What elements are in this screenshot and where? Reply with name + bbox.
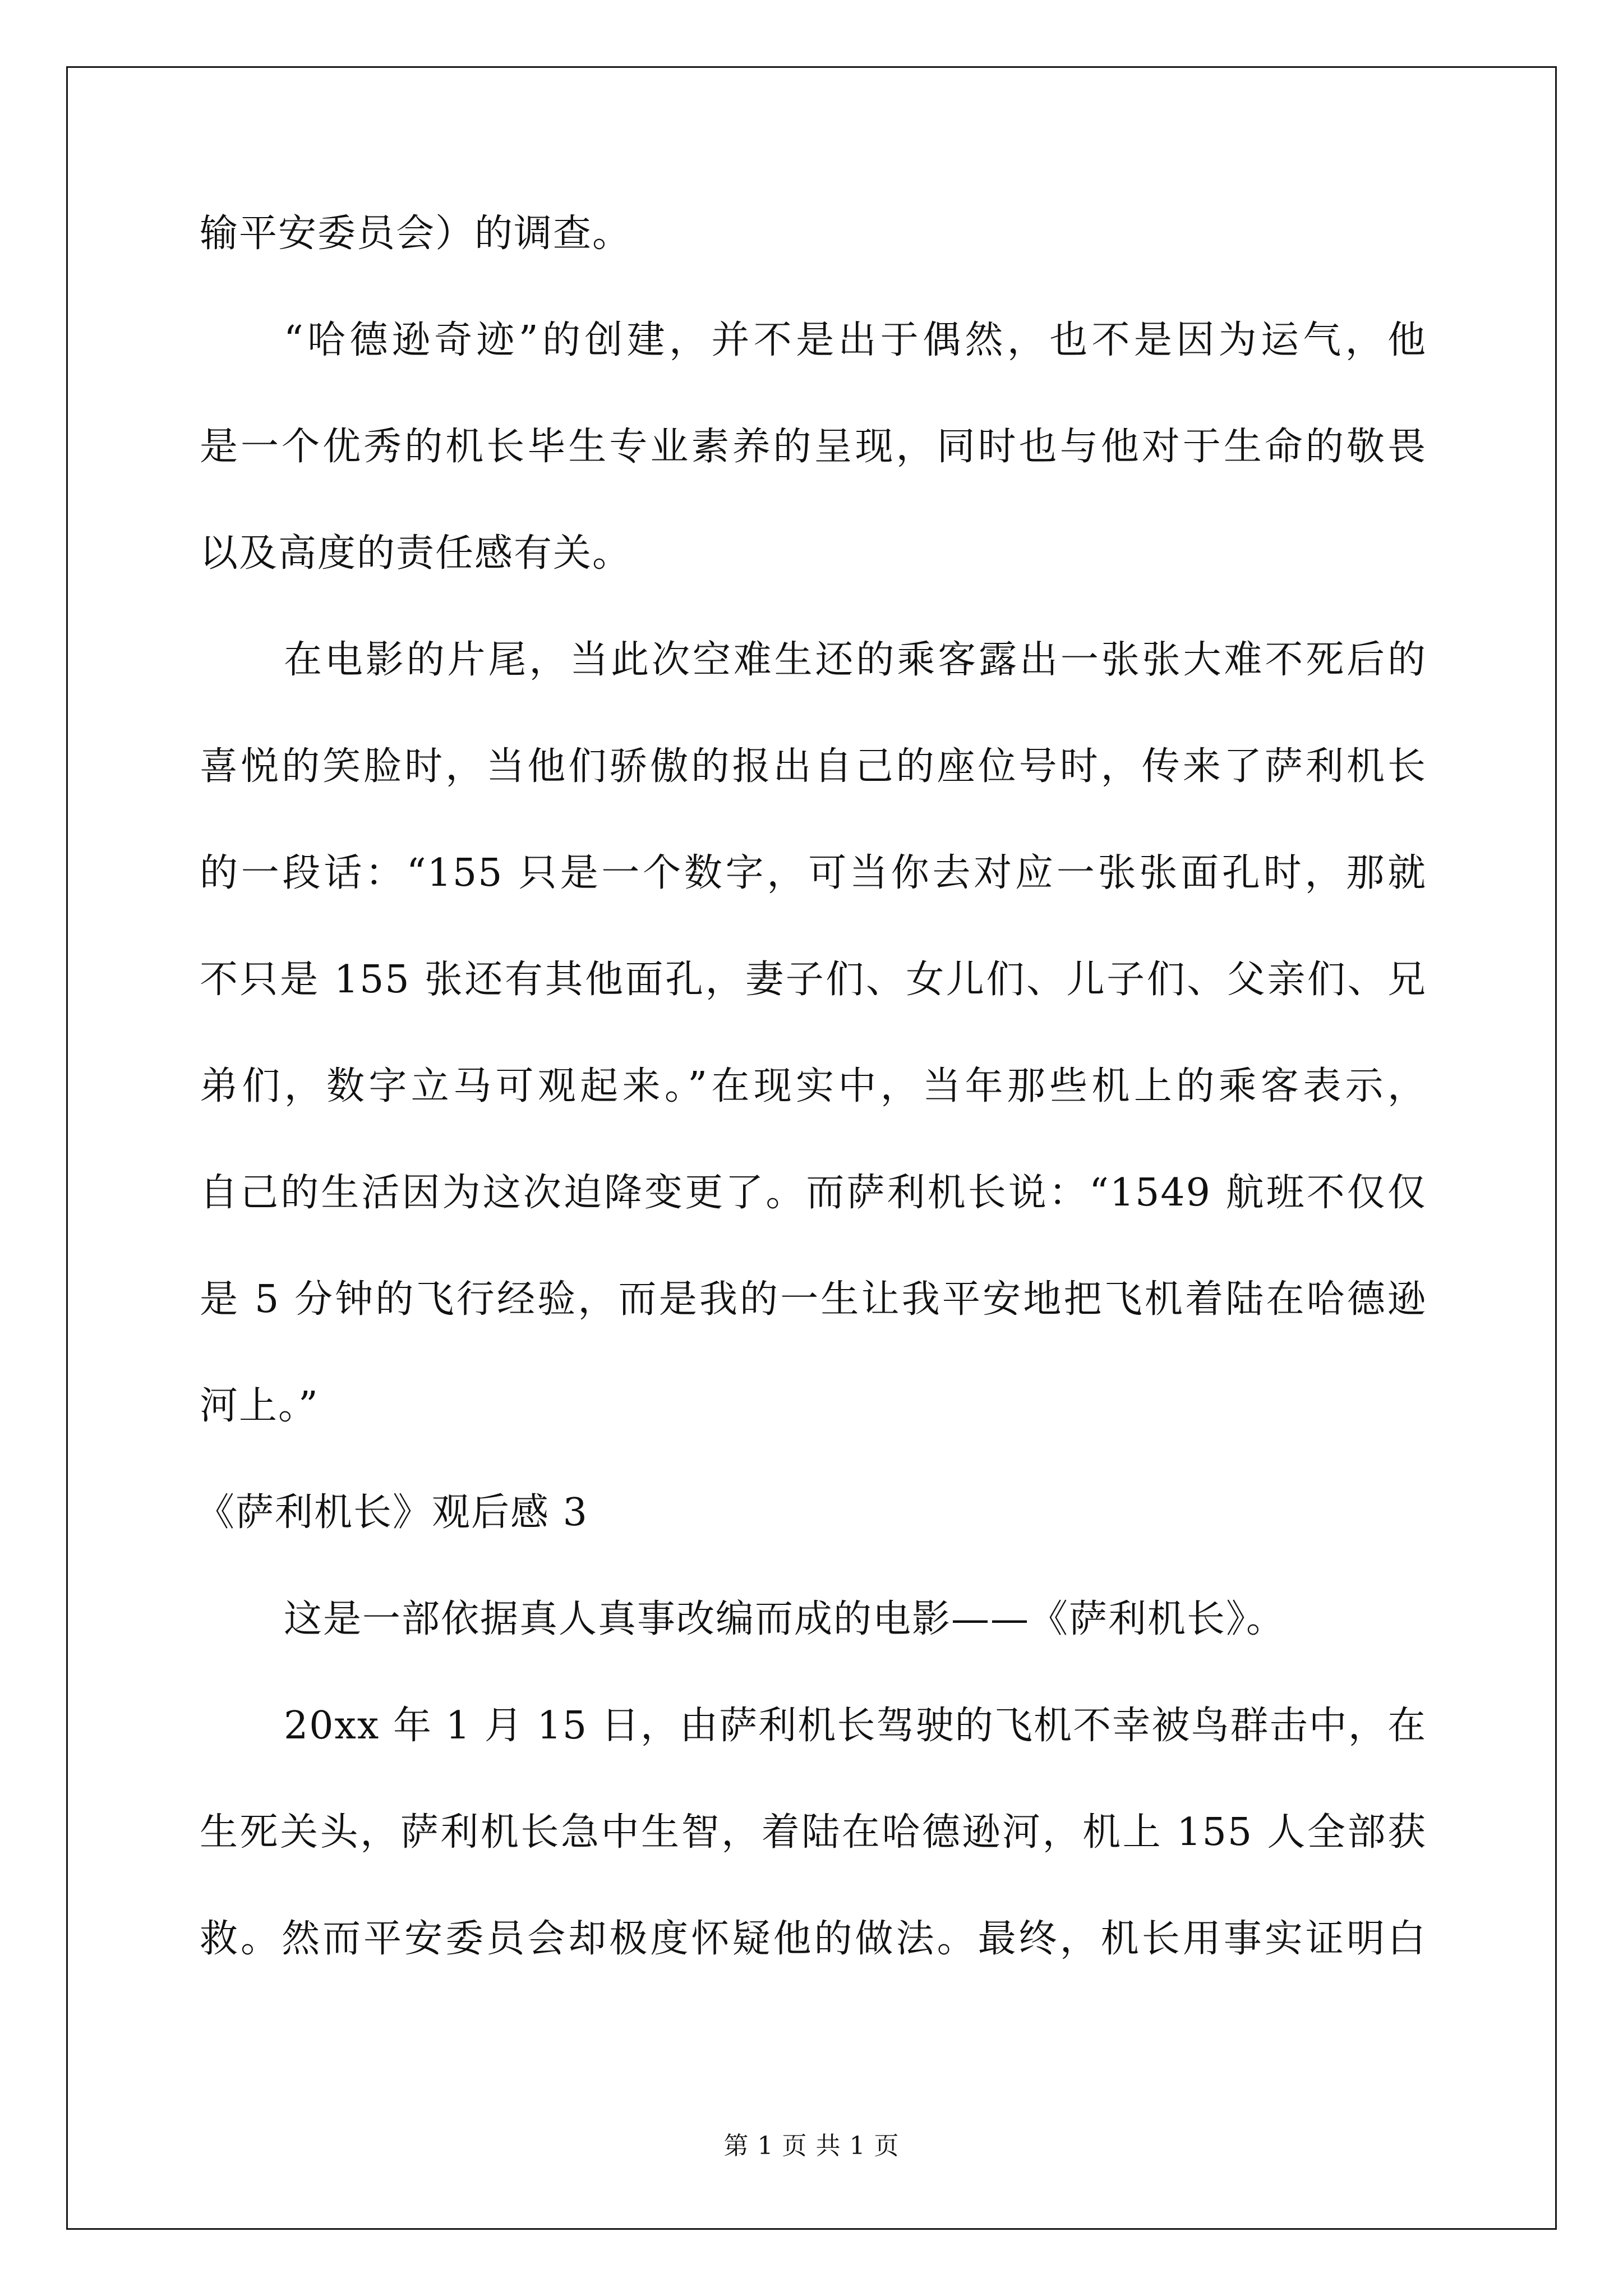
text-line: 20xx 年 1 月 15 日，由萨利机长驾驶的飞机不幸被鸟群击中，在	[284, 1704, 1427, 1748]
text-line: 的一段话：“155 只是一个数字，可当你去对应一张张面孔时，那就	[200, 851, 1427, 895]
paragraph	[200, 1700, 1427, 1966]
text-line: 是一个优秀的机长毕生专业素养的呈现，同时也与他对于生命的敬畏	[200, 425, 1427, 469]
text-line: 弟们，数字立马可观起来。”在现实中，当年那些机上的乘客表示，	[200, 1064, 1427, 1108]
text-line: 喜悦的笑脸时，当他们骄傲的报出自己的座位号时，传来了萨利机长	[200, 744, 1427, 789]
section-heading: 《萨利机长》观后感 3	[196, 1490, 588, 1535]
text-line: “哈德逊奇迹”的创建，并不是出于偶然，也不是因为运气，他	[284, 318, 1427, 362]
text-line: 救。然而平安委员会却极度怀疑他的做法。最终，机长用事实证明白	[200, 1917, 1427, 1961]
paragraph	[200, 634, 1427, 1433]
text-line: 不只是 155 张还有其他面孔，妻子们、女儿们、儿子们、父亲们、兄	[200, 958, 1427, 1002]
document-body	[196, 208, 1427, 1966]
text-line: 在电影的片尾，当此次空难生还的乘客露出一张张大难不死后的	[284, 638, 1427, 682]
text-line: 自己的生活因为这次迫降变更了。而萨利机长说：“1549 航班不仅仅	[200, 1171, 1427, 1215]
text-line: 生死关头，萨利机长急中生智，着陆在哈德逊河，机上 155 人全部获	[200, 1810, 1427, 1855]
text-line: 是 5 分钟的飞行经验，而是我的一生让我平安地把飞机着陆在哈德逊	[200, 1277, 1427, 1322]
page-footer: 第 1 页 共 1 页	[723, 2132, 900, 2160]
text-line: 输平安委员会）的调查。	[200, 211, 632, 256]
text-line: 以及高度的责任感有关。	[200, 531, 632, 576]
paragraph	[200, 1593, 1427, 1646]
text-line: 河上。”	[200, 1384, 319, 1428]
paragraph	[200, 208, 1427, 260]
text-line: 这是一部依据真人真事改编而成的电影——《萨利机长》。	[284, 1597, 1286, 1641]
paragraph	[200, 314, 1427, 580]
